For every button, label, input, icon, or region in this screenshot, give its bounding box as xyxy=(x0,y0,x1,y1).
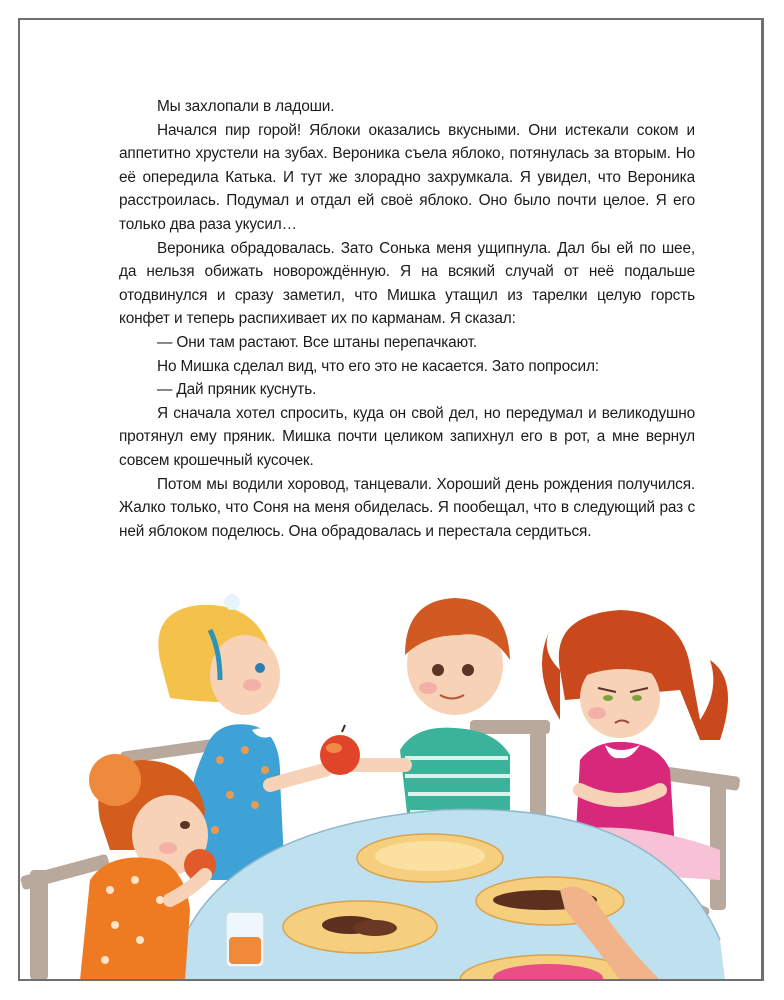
boy-striped-shirt xyxy=(350,598,510,840)
paragraph: Начался пир горой! Яблоки оказались вкусными. Они истекали соком и аппетитно хрустели на зубах. Вероника съела яблоко, потянулась за вторым. Но её опередила Катька. И тут же злорадно захрумкала. Я увидел, что Вероника расстроилась. Подумал и отдал ей своё яблоко. Оно было почти целое. Я его только два раза укусил… xyxy=(119,121,695,233)
story-text xyxy=(119,95,695,543)
paragraph: Я сначала хотел спросить, куда он свой дел, но передумал и великодушно протянул ему пряник. Мишка почти целиком запихнул его в рот, а мне вернул совсем крошечный кусочек. xyxy=(119,404,695,469)
book-page xyxy=(18,18,764,981)
paragraph: Вероника обрадовалась. Зато Сонька меня ущипнула. Дал бы ей по шее, да нельзя обижать новорождённую. Я на всякий случай от неё подальше отодвинулся и сразу заметил, что Мишка утащил из тарелки целую горсть конфет и теперь распихивает их по карманам. Я сказал: xyxy=(119,239,695,328)
juice-glass xyxy=(226,912,264,967)
paragraph: Но Мишка сделал вид, что его это не касается. Зато попросил: xyxy=(157,357,599,375)
paragraph: — Дай пряник куснуть. xyxy=(157,381,317,399)
paragraph: — Они там растают. Все штаны перепачкают. xyxy=(157,333,477,351)
apple xyxy=(320,735,360,775)
party-illustration xyxy=(20,580,763,980)
paragraph: Мы захлопали в ладоши. xyxy=(157,98,335,115)
paragraph: Потом мы водили хоровод, танцевали. Хороший день рождения получился. Жалко только, что Соня на меня обиделась. Я пообещал, что в следующий раз с ней яблоком поделюсь. Она обрадовалась и перестала сердиться. xyxy=(119,475,695,540)
